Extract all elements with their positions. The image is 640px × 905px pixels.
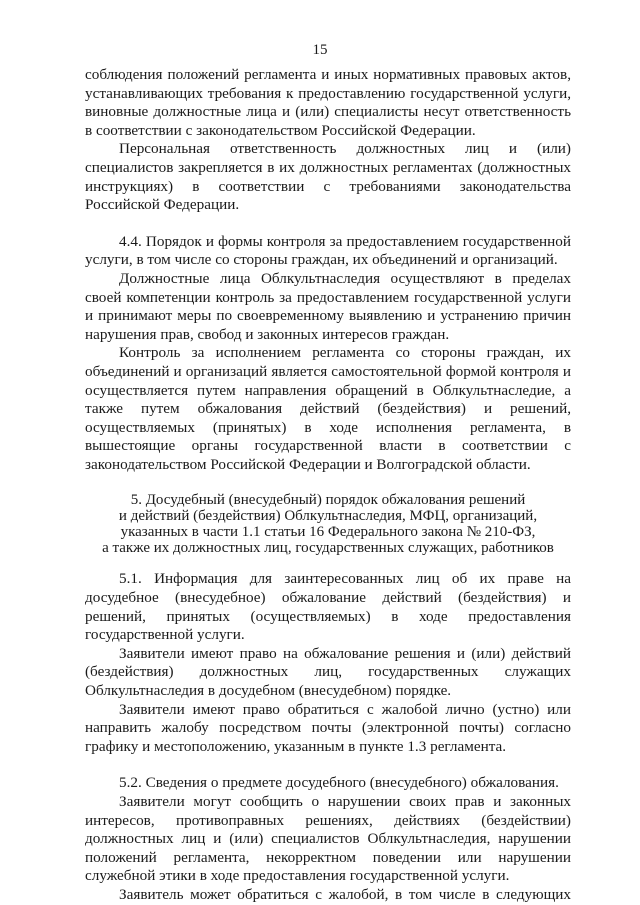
paragraph: Заявитель может обратиться с жалобой, в том числе в следующих	[119, 885, 571, 903]
paragraph: 5.1. Информация для заинтересованных лиц об их праве на досудебное (внесудебное) обжалование действий (бездействия) и решений, принятых (осуществляемых) в ходе предоставления государственной услуги.	[85, 570, 571, 644]
section-heading-line: и действий (бездействия) Облкультнаследия, МФЦ, организаций,	[118, 508, 538, 525]
document-body	[85, 66, 571, 905]
subsection-title: 5.2. Сведения о предмете досудебного (внесудебного) обжалования.	[119, 774, 559, 792]
section-heading-line: указанных в части 1.1 статьи 16 Федерального закона № 210-ФЗ,	[120, 524, 536, 541]
paragraph: Должностные лица Облкультнаследия осуществляют в пределах своей компетенции контроль за предоставлением государственной услуги и принимают меры по своевременному выявлению и устранению причин нарушения прав, свобод и законных интересов граждан.	[85, 269, 571, 343]
paragraph: соблюдения положений регламента и иных нормативных правовых актов, устанавливающих требования к предоставлению государственной услуги, виновные должностные лица и (или) специалисты несут ответственность в соответствии с законодательством Российской Федерации.	[85, 66, 571, 139]
paragraph: Заявители имеют право на обжалование решения и (или) действий (бездействия) должностных лиц, государственных служащих Облкультнаследия в досудебном (внесудебном) порядке.	[85, 644, 571, 700]
section-heading-line: а также их должностных лиц, государственных служащих, работников	[102, 540, 554, 557]
page-number: 15	[312, 42, 328, 58]
paragraph: Заявители могут сообщить о нарушении своих прав и законных интересов, противоправных решениях, действиях (бездействии) должностных лиц и (или) специалистов Облкультнаследия, нарушении положений регламента, некорректном поведении или нарушении служебной этики в ходе предоставления государственной услуги.	[85, 793, 571, 885]
paragraph: Контроль за исполнением регламента со стороны граждан, их объединений и организаций является самостоятельной формой контроля и осуществляется путем направления обращений в Облкультнаследие, а также путем обжалования действий (бездействия) и решений, осуществляемых (принятых) в ходе исполнения регламента, в вышестоящие органы государственной власти в соответствии с законодательством Российской Федерации и Волгоградской области.	[85, 344, 571, 473]
subsection-title: 4.4. Порядок и формы контроля за предоставлением государственной услуги, в том числе со стороны граждан, их объединений и организаций.	[85, 232, 571, 269]
section-heading-line: 5. Досудебный (внесудебный) порядок обжалования решений	[130, 492, 526, 509]
section-heading	[85, 492, 571, 556]
paragraph: Персональная ответственность должностных лиц и (или) специалистов закрепляется в их должностных регламентах (должностных инструкциях) в соответствии с требованиями законодательства Российской Федерации.	[85, 140, 571, 214]
paragraph: Заявители имеют право обратиться с жалобой лично (устно) или направить жалобу посредством почты (электронной почты) согласно графику и местоположению, указанным в пункте 1.3 регламента.	[85, 700, 571, 755]
